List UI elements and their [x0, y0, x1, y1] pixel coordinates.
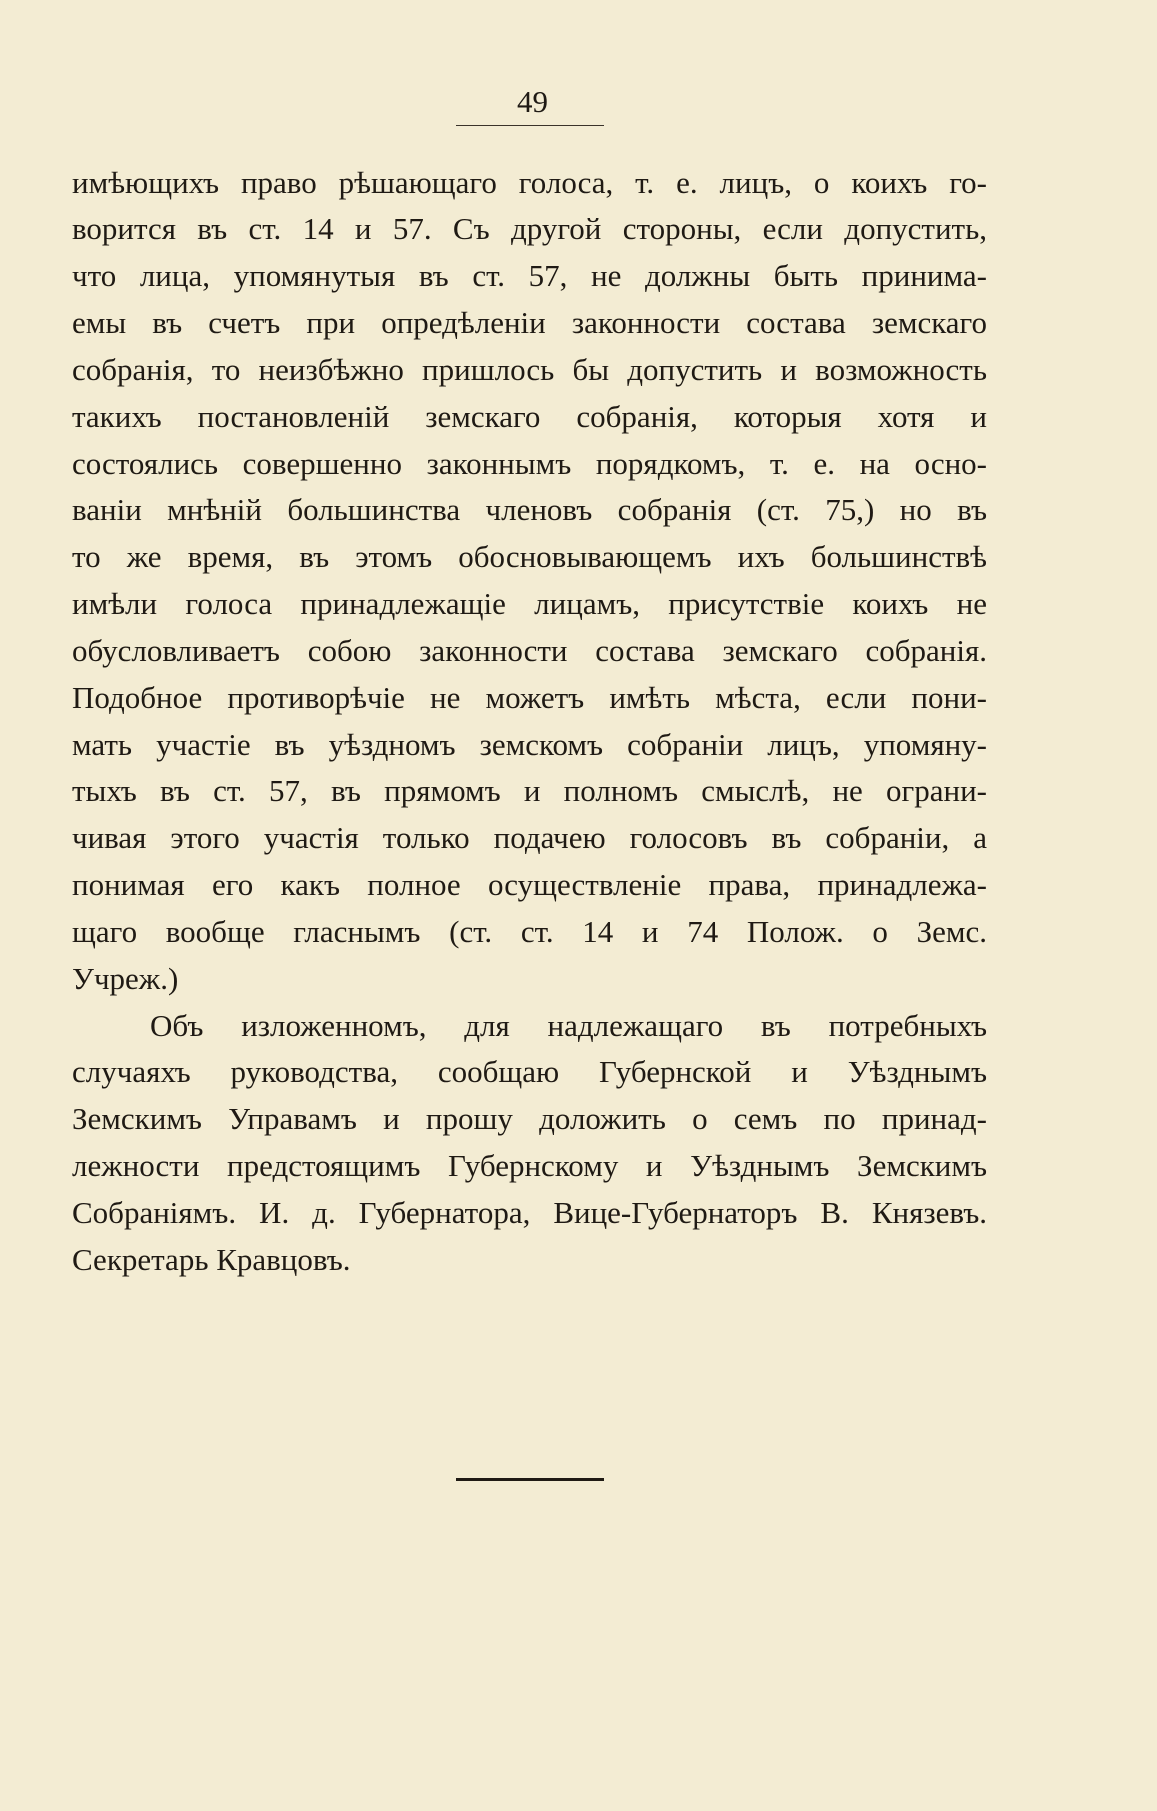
text-line: обусловливаетъ собою законности состава земскаго собранія. — [72, 633, 987, 668]
header-rule — [456, 125, 604, 126]
text-line: Объ изложенномъ, для надлежащаго въ потребныхъ — [150, 1008, 987, 1043]
text-line: мать участіе въ уѣздномъ земскомъ собраніи лицъ, упомяну- — [72, 727, 987, 762]
end-rule — [456, 1478, 604, 1481]
page-number: 49 — [517, 84, 548, 119]
text-line: случаяхъ руководства, сообщаю Губернской и Уѣзднымъ — [72, 1054, 987, 1089]
text-line: чивая этого участія только подачею голосовъ въ собраніи, а — [72, 820, 987, 855]
text-line: емы въ счетъ при опредѣленіи законности состава земскаго — [72, 305, 987, 340]
text-line: ваніи мнѣній большинства членовъ собранія (ст. 75,) но въ — [72, 492, 987, 527]
text-line: такихъ постановленій земскаго собранія, которыя хотя и — [72, 399, 987, 434]
text-line: Подобное противорѣчіе не можетъ имѣть мѣста, если пони- — [72, 680, 987, 715]
text-line: Собраніямъ. И. д. Губернатора, Вице-Губернаторъ В. Князевъ. — [72, 1195, 987, 1230]
text-line: Земскимъ Управамъ и прошу доложить о семъ по принад- — [72, 1101, 987, 1136]
text-line: то же время, въ этомъ обосновывающемъ ихъ большинствѣ — [72, 539, 987, 574]
text-line: щаго вообще гласнымъ (ст. ст. 14 и 74 Полож. о Земс. — [72, 914, 987, 949]
text-line: имѣли голоса принадлежащіе лицамъ, присутствіе коихъ не — [72, 586, 987, 621]
text-line: что лица, упомянутыя въ ст. 57, не должны быть принима- — [72, 258, 987, 293]
text-line: Секретарь Кравцовъ. — [72, 1242, 351, 1277]
text-line: тыхъ въ ст. 57, въ прямомъ и полномъ смыслѣ, не ограни- — [72, 773, 987, 808]
text-line: Учреж.) — [72, 961, 179, 996]
text-line: ворится въ ст. 14 и 57. Съ другой стороны, если допустить, — [72, 211, 987, 246]
text-line: лежности предстоящимъ Губернскому и Уѣзднымъ Земскимъ — [72, 1148, 987, 1183]
text-line: понимая его какъ полное осуществленіе права, принадлежа- — [72, 867, 987, 902]
text-line: имѣющихъ право рѣшающаго голоса, т. е. лицъ, о коихъ го- — [72, 165, 987, 200]
text-line: состоялись совершенно законнымъ порядкомъ, т. е. на осно- — [72, 446, 987, 481]
text-line: собранія, то неизбѣжно пришлось бы допустить и возможность — [72, 352, 987, 387]
